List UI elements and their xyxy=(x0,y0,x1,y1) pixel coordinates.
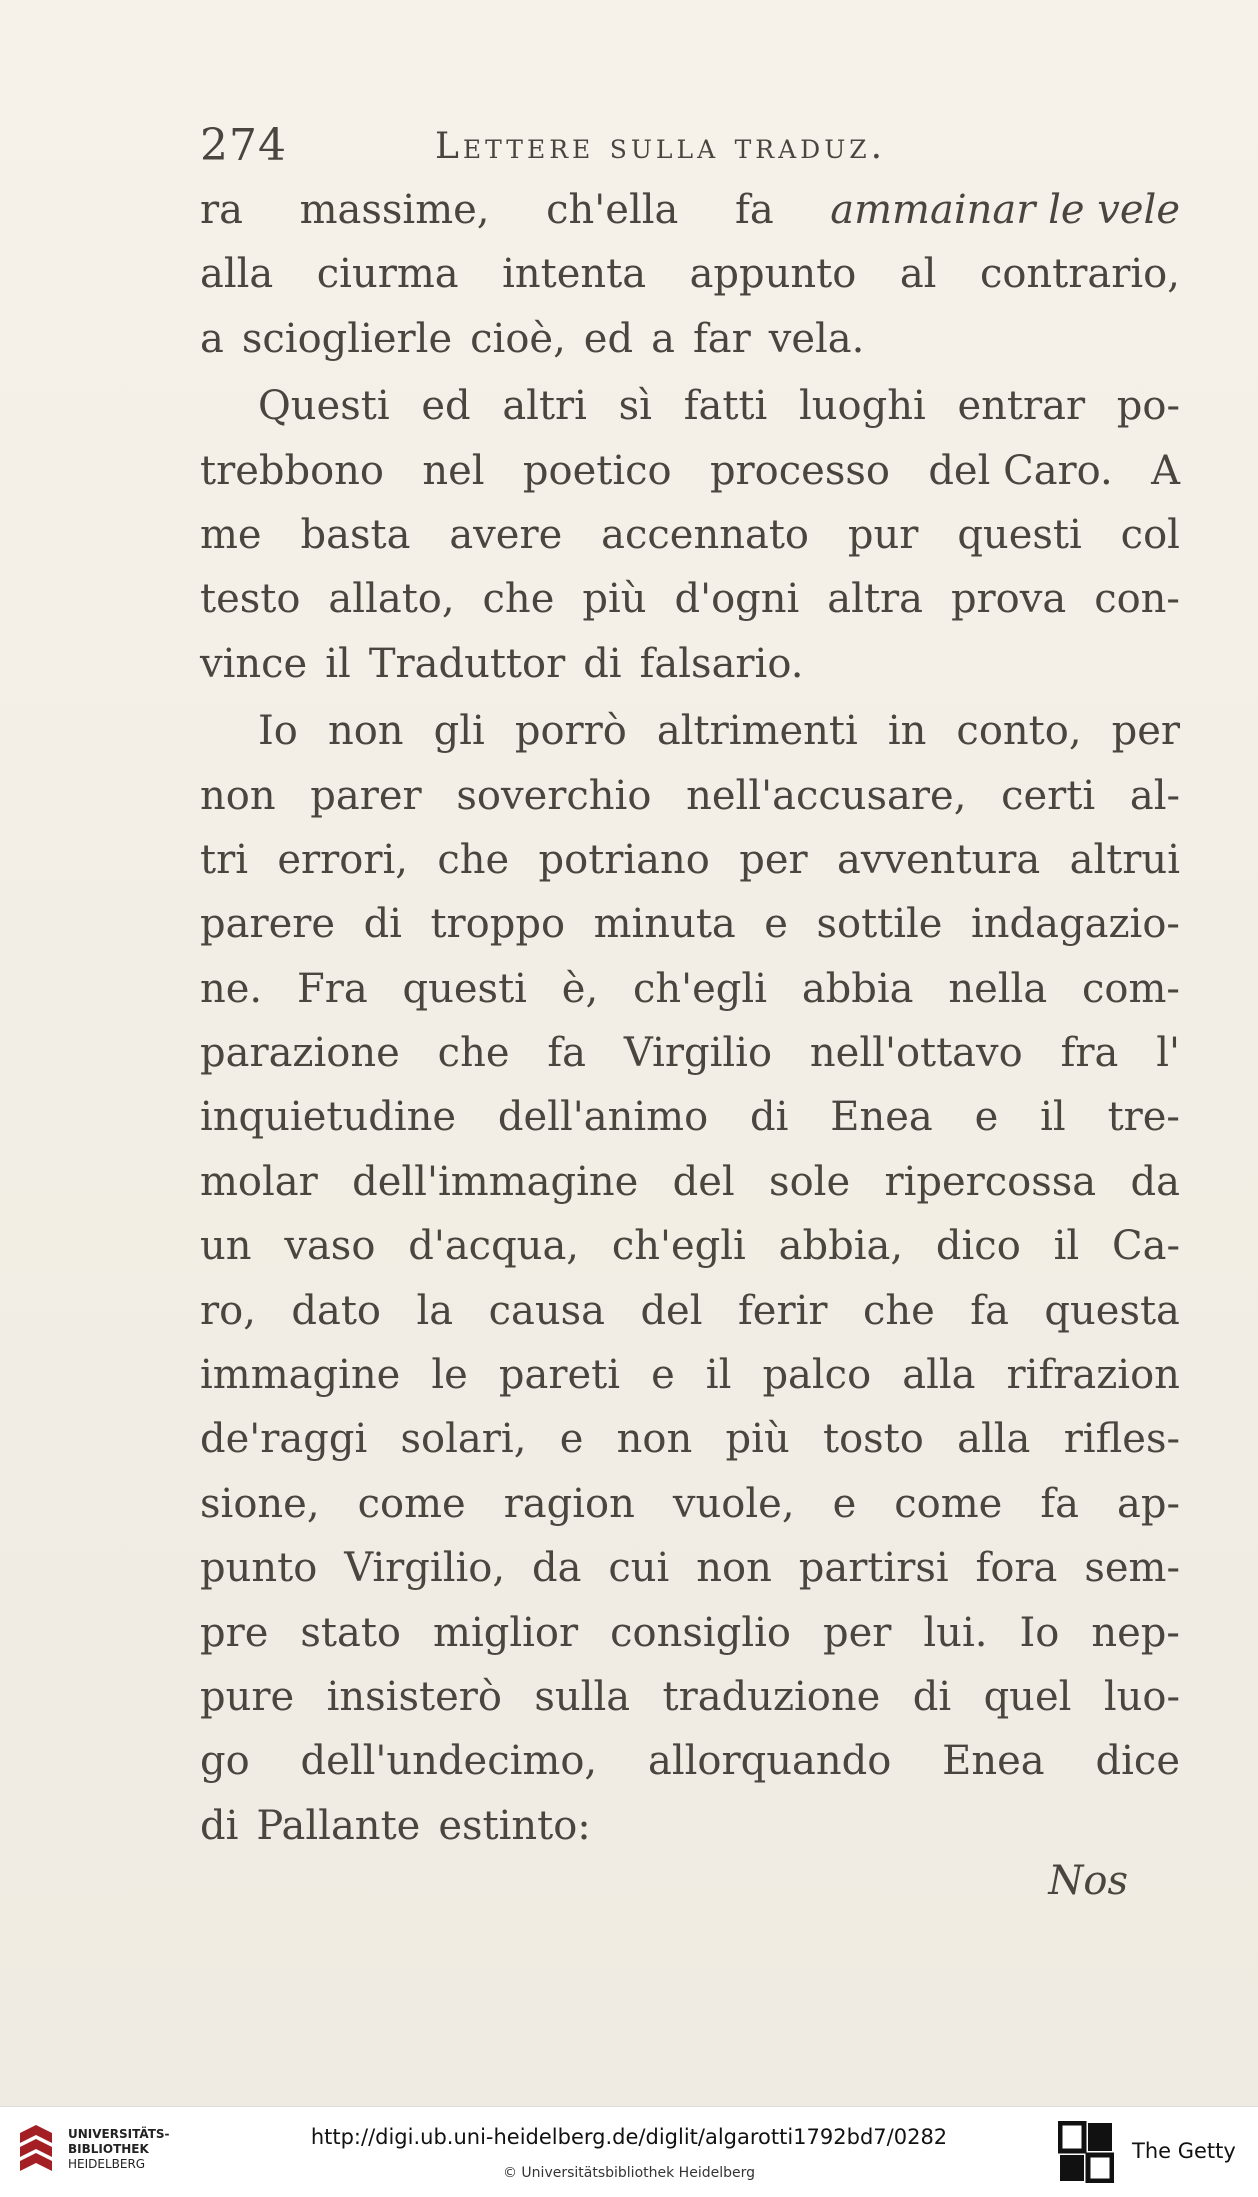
word: Virgilio xyxy=(623,1030,773,1077)
text-line xyxy=(200,1472,1180,1536)
word: troppo xyxy=(430,901,566,948)
word: ch'egli xyxy=(632,965,767,1012)
text-line xyxy=(200,1729,1180,1793)
word: ra xyxy=(200,187,243,233)
word: di xyxy=(583,640,622,687)
word: basta xyxy=(300,511,411,558)
word: dell'undecimo, xyxy=(300,1738,598,1785)
word: al- xyxy=(1129,772,1180,819)
word: molar xyxy=(200,1158,318,1205)
word: intenta xyxy=(502,251,647,298)
getty-label: The Getty xyxy=(1132,2139,1236,2163)
word: di xyxy=(912,1673,952,1720)
word: stato xyxy=(300,1609,402,1656)
word: parer xyxy=(310,772,422,819)
word: sole xyxy=(769,1158,851,1205)
word: de'raggi xyxy=(200,1416,368,1463)
word: Virgilio, xyxy=(344,1545,506,1592)
text-line xyxy=(200,1665,1180,1729)
word: le xyxy=(431,1352,468,1399)
word: punto xyxy=(200,1545,318,1592)
text-line xyxy=(200,699,1180,763)
word: estinto: xyxy=(438,1802,591,1849)
word: questi xyxy=(957,511,1082,558)
word: cui xyxy=(608,1545,670,1592)
word: traduzione xyxy=(662,1673,881,1720)
word: per xyxy=(739,836,808,883)
word: e xyxy=(559,1416,584,1463)
word: un xyxy=(200,1223,252,1270)
text-line xyxy=(200,374,1180,438)
permalink-url[interactable]: http://digi.ub.uni-heidelberg.de/diglit/algarotti1792bd7/0282 xyxy=(310,2125,948,2149)
word: vela. xyxy=(768,315,865,362)
word: in xyxy=(887,708,927,755)
word: dell'animo xyxy=(497,1094,709,1141)
word: miglior xyxy=(433,1609,579,1656)
word: fa xyxy=(970,1287,1009,1334)
word: il xyxy=(705,1352,732,1399)
word: da xyxy=(1130,1158,1180,1205)
word: luo- xyxy=(1103,1673,1180,1720)
word: soverchio xyxy=(456,772,652,819)
word: A xyxy=(1151,447,1180,494)
word: alla xyxy=(957,1416,1031,1463)
word: il xyxy=(1053,1223,1080,1270)
word: come xyxy=(894,1480,1003,1527)
word: ferir xyxy=(737,1287,828,1334)
text-line xyxy=(200,1279,1180,1343)
text-line xyxy=(200,1601,1180,1665)
word: vaso xyxy=(284,1223,376,1270)
word: accennato xyxy=(601,511,810,558)
word: sione, xyxy=(200,1480,320,1527)
word: non xyxy=(696,1545,772,1592)
word: fa xyxy=(735,187,774,233)
word: processo xyxy=(709,447,890,494)
text-line xyxy=(200,828,1180,892)
word: come xyxy=(357,1480,466,1527)
word: lui. xyxy=(923,1609,988,1656)
word: go xyxy=(200,1738,250,1785)
word: indagazio- xyxy=(970,901,1180,948)
viewer-footer xyxy=(0,2106,1258,2197)
word: fora xyxy=(975,1545,1058,1592)
text-line xyxy=(200,1021,1180,1085)
word: sottile xyxy=(816,901,943,948)
word: per xyxy=(1111,708,1180,755)
page-header xyxy=(200,112,1190,182)
word: e xyxy=(651,1352,675,1399)
word: pre xyxy=(200,1609,269,1656)
word: ch'ella xyxy=(546,187,679,233)
word: sem- xyxy=(1084,1545,1180,1592)
word: parazione xyxy=(200,1030,400,1077)
word: a xyxy=(651,315,675,362)
word: dico xyxy=(935,1223,1021,1270)
word: avere xyxy=(449,511,563,558)
word: alla xyxy=(902,1352,976,1399)
word: com- xyxy=(1082,965,1180,1012)
word: avventura xyxy=(836,836,1041,883)
word: tosto xyxy=(823,1416,924,1463)
text-line xyxy=(200,1150,1180,1214)
word: che xyxy=(437,836,510,883)
word: Enea xyxy=(830,1094,933,1141)
word: Io xyxy=(1019,1609,1060,1656)
word: fra xyxy=(1060,1030,1119,1077)
word: nell'ottavo xyxy=(809,1030,1023,1077)
word: d'ogni xyxy=(674,576,800,623)
word: quel xyxy=(983,1673,1072,1720)
word: porrò xyxy=(514,708,627,755)
word: tri xyxy=(200,836,248,883)
word: ripercossa xyxy=(884,1158,1097,1205)
word: il xyxy=(1040,1094,1066,1141)
text-line xyxy=(200,892,1180,956)
word: altrimenti xyxy=(656,708,858,755)
word: fatti xyxy=(683,383,768,430)
word: questa xyxy=(1044,1287,1180,1334)
word: ed xyxy=(583,315,634,362)
word: tre- xyxy=(1107,1094,1180,1141)
word: nella xyxy=(948,965,1048,1012)
word: e xyxy=(974,1094,999,1141)
word: che xyxy=(437,1030,510,1077)
word: del Caro. xyxy=(928,447,1113,494)
word: testo xyxy=(200,576,301,623)
word: al xyxy=(899,251,937,298)
word: palco xyxy=(762,1352,872,1399)
word: ch'egli xyxy=(611,1223,746,1270)
word: e xyxy=(764,901,788,948)
text-line xyxy=(200,1085,1180,1149)
text-line xyxy=(200,1214,1180,1278)
word: pure xyxy=(200,1673,295,1720)
text-line xyxy=(200,567,1180,631)
word: non xyxy=(616,1416,693,1463)
text-line xyxy=(200,764,1180,828)
word: massime, xyxy=(299,187,490,233)
word: contrario, xyxy=(979,251,1180,298)
word: Fra xyxy=(296,965,368,1012)
word: a xyxy=(200,315,224,362)
copyright-notice: © Universitätsbibliothek Heidelberg xyxy=(502,2165,755,2181)
word: cioè, xyxy=(470,315,566,362)
word: nell'accusare, xyxy=(686,772,967,819)
word: Ca- xyxy=(1112,1223,1180,1270)
running-head: Lettere sulla traduz. xyxy=(435,126,887,167)
word: altra xyxy=(827,576,923,623)
word: Pallante xyxy=(256,1802,421,1849)
word: fa xyxy=(1040,1480,1080,1527)
word: più xyxy=(725,1416,790,1463)
word: pareti xyxy=(498,1352,621,1399)
text-line xyxy=(200,307,1180,371)
word: gli xyxy=(433,708,485,755)
word: alla xyxy=(200,251,274,298)
word: ap- xyxy=(1117,1480,1180,1527)
word: la xyxy=(416,1287,454,1334)
word: dato xyxy=(291,1287,381,1334)
word: Questi xyxy=(258,383,390,430)
word: Enea xyxy=(942,1738,1045,1785)
word: di xyxy=(363,901,402,948)
word: pur xyxy=(847,511,919,558)
page-number: 274 xyxy=(200,120,287,171)
word: abbia xyxy=(801,965,914,1012)
word: falsario. xyxy=(639,640,804,687)
word: Traduttor xyxy=(368,640,566,687)
word: sì xyxy=(618,383,652,430)
word: causa xyxy=(488,1287,605,1334)
word: che xyxy=(862,1287,935,1334)
word: entrar xyxy=(957,383,1086,430)
word: di xyxy=(750,1094,789,1141)
word: l' xyxy=(1156,1030,1180,1077)
word: conto, xyxy=(956,708,1082,755)
word: che xyxy=(482,576,555,623)
word: nel xyxy=(422,447,485,494)
getty-logo-icon xyxy=(1058,2121,1114,2183)
word: vince xyxy=(200,640,308,687)
text-line xyxy=(200,1536,1180,1600)
word: allato, xyxy=(328,576,455,623)
body-text xyxy=(200,178,1180,1858)
word: del xyxy=(672,1158,735,1205)
word: parere xyxy=(200,901,336,948)
word: con- xyxy=(1094,576,1180,623)
word: per xyxy=(822,1609,892,1656)
word: allorquando xyxy=(648,1738,892,1785)
word: ed xyxy=(421,383,471,430)
word: è, xyxy=(561,965,599,1012)
word: scioglierle xyxy=(241,315,453,362)
word: col xyxy=(1120,511,1180,558)
word: altri xyxy=(502,383,587,430)
word: errori, xyxy=(277,836,408,883)
word: appunto xyxy=(689,251,857,298)
word: poetico xyxy=(522,447,672,494)
word: abbia, xyxy=(778,1223,904,1270)
word: il xyxy=(325,640,351,687)
text-line xyxy=(200,1407,1180,1471)
word: non xyxy=(200,772,276,819)
word: po- xyxy=(1116,383,1180,430)
word: ro, xyxy=(200,1287,256,1334)
word: dell'immagine xyxy=(352,1158,639,1205)
text-line xyxy=(200,1343,1180,1407)
word: consiglio xyxy=(610,1609,791,1656)
word: sulla xyxy=(534,1673,631,1720)
word: luoghi xyxy=(798,383,926,430)
word: Io xyxy=(258,708,298,755)
word: partirsi xyxy=(798,1545,949,1592)
text-line xyxy=(200,242,1180,306)
word: ciurma xyxy=(316,251,459,298)
word: del xyxy=(640,1287,703,1334)
word: e xyxy=(832,1480,857,1527)
word: minuta xyxy=(593,901,736,948)
text-line xyxy=(200,957,1180,1021)
word: più xyxy=(582,576,647,623)
word: rifles- xyxy=(1063,1416,1180,1463)
word: questi xyxy=(402,965,527,1012)
word: insisterò xyxy=(326,1673,502,1720)
word: dice xyxy=(1095,1738,1180,1785)
text-line xyxy=(200,439,1180,503)
word: ne. xyxy=(200,965,263,1012)
text-line xyxy=(200,178,1180,242)
word: trebbono xyxy=(200,447,385,494)
word: potriano xyxy=(538,836,710,883)
word: vuole, xyxy=(672,1480,795,1527)
word: da xyxy=(532,1545,582,1592)
word: certi xyxy=(1001,772,1096,819)
word: solari, xyxy=(400,1416,527,1463)
word: immagine xyxy=(200,1352,401,1399)
italic-phrase: ammainar le vele xyxy=(830,187,1180,233)
word: nep- xyxy=(1091,1609,1180,1656)
word: non xyxy=(327,708,404,755)
word: inquietudine xyxy=(200,1094,457,1141)
word: far xyxy=(692,315,751,362)
text-line xyxy=(200,632,1180,696)
text-line xyxy=(200,503,1180,567)
text-line xyxy=(200,1794,1180,1858)
word: rifrazion xyxy=(1006,1352,1180,1399)
university-library-name: UNIVERSITÄTS- BIBLIOTHEK HEIDELBERG xyxy=(68,2127,170,2171)
word: ragion xyxy=(503,1480,635,1527)
word: d'acqua, xyxy=(408,1223,579,1270)
word: prova xyxy=(950,576,1067,623)
word: altrui xyxy=(1069,836,1180,883)
catchword: Nos xyxy=(1048,1858,1128,1904)
word: di xyxy=(200,1802,239,1849)
word: me xyxy=(200,511,262,558)
word: fa xyxy=(547,1030,587,1077)
